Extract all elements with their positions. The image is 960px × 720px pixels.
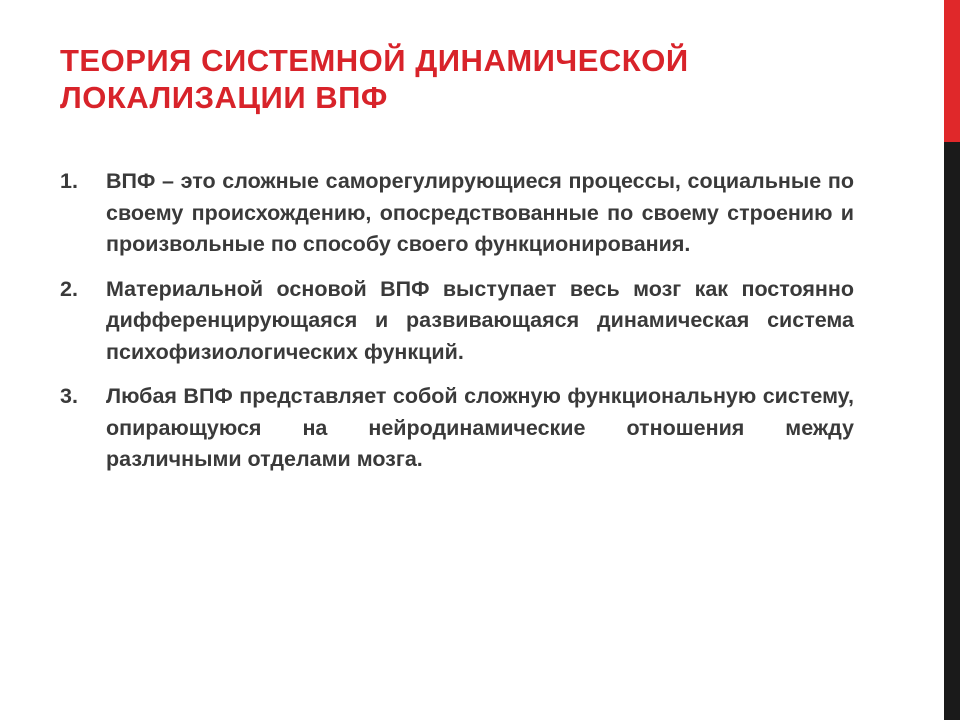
accent-bar-dark — [944, 142, 960, 720]
slide-title-line: ТЕОРИЯ СИСТЕМНОЙ ДИНАМИЧЕСКОЙ — [60, 43, 689, 78]
list-item-text: Материальной основой ВПФ выступает весь мозг как постоянно дифференцирующаяся и развивающаяся динамическая система психофизиологических функций. — [106, 276, 854, 364]
slide-title-line: ЛОКАЛИЗАЦИИ ВПФ — [60, 80, 388, 115]
list-item — [60, 166, 854, 261]
numbered-list — [60, 166, 854, 489]
list-item-number: 3. — [60, 384, 78, 408]
list-item-text: ВПФ – это сложные саморегулирующиеся процессы, социальные по своему происхождению, опосредствованные по своему строению и произвольные по способу своего функционирования. — [106, 169, 854, 256]
list-item-number: 2. — [60, 276, 78, 301]
slide-title — [60, 42, 900, 116]
accent-bar-red — [944, 0, 960, 142]
list-item — [60, 381, 854, 476]
list-item-number: 1. — [60, 169, 78, 193]
list-item — [60, 274, 854, 369]
list-item-text: Любая ВПФ представляет собой сложную функциональную систему, опирающуюся на нейродинамические отношения между различными отделами мозга. — [106, 384, 854, 471]
